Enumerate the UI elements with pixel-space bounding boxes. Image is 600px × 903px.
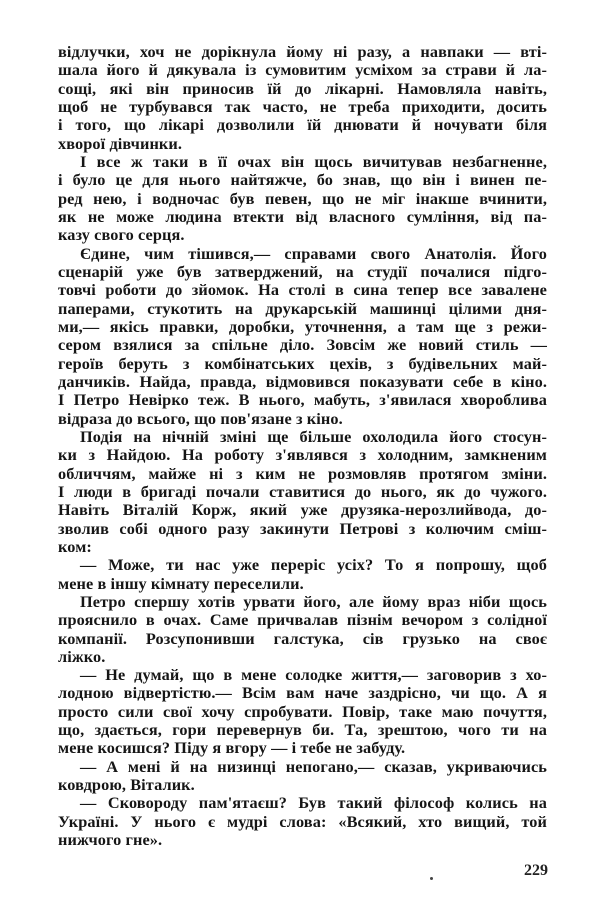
paragraph <box>58 758 547 795</box>
page-body-text <box>58 43 547 849</box>
text-line: зволив собі одного разу закинути Петрові з колючим сміш- <box>58 518 547 538</box>
text-line: сощі, які він приносив їй до лікарні. Намовляла навіть, <box>58 78 547 98</box>
text-line: прояснило в очах. Саме причвалав пізнім вечором з солідної <box>58 610 547 630</box>
scan-speck <box>430 877 433 880</box>
text-line: Єдине, чим тішився,— справами свого Анатолія. Його <box>80 243 547 263</box>
text-line: — Сковороду пам'ятаєш? Був такий філософ колись на <box>80 793 547 813</box>
text-line: і було це для нього найтяжче, бо знав, що він і винен пе- <box>58 170 547 190</box>
paragraph <box>58 43 547 153</box>
text-line: ми,— якісь правки, доробки, уточнення, а там ще з режи- <box>58 316 547 336</box>
text-line: ковдрою, Віталик. <box>58 775 195 795</box>
text-line: І все ж таки в її очах він щось вичитував незбагненне, <box>80 151 547 171</box>
text-line: як не може людина втекти від власного сумління, від па- <box>58 206 547 226</box>
text-line: ред нею, і водночас був певен, що не міг інакше вчинити, <box>58 188 547 208</box>
text-line: обличчям, майже ні з ким не розмовляв протягом зміни. <box>58 463 547 483</box>
paragraph <box>58 428 547 556</box>
text-line: паперами, стукотить на друкарській машинці цілими дня- <box>58 298 547 318</box>
text-line: данчиків. Найда, правда, відмовився показувати себе в кіно. <box>58 371 547 391</box>
text-line: — А мені й на низинці непогано,— сказав, укриваючись <box>80 756 547 776</box>
text-line: що, здається, гори перевернув би. Та, зрештою, чого ти на <box>58 720 547 740</box>
paragraph <box>58 666 547 758</box>
text-line: лодною відвертістю.— Всім вам наче заздрісно, чи що. А я <box>58 683 547 703</box>
text-line: сценарій уже був затверджений, на студії почалися підго- <box>58 261 547 281</box>
text-line: компанії. Розсупонивши галстука, сів грузько на своє <box>58 628 547 648</box>
text-line: сером взялися за спільне діло. Зовсім же новий стиль — <box>58 335 547 355</box>
text-line: казу свого серця. <box>58 225 185 245</box>
text-line: Подія на нічній зміні ще більше охолодила його стосун- <box>80 426 547 446</box>
text-line: Україні. У нього є мудрі слова: «Всякий, хто вищий, той <box>58 811 547 831</box>
text-line: відраза до всього, що пов'язане з кіно. <box>58 408 343 428</box>
text-line: просто сили свої хочу спробувати. Повір, таке маю почуття, <box>58 701 547 721</box>
paragraph <box>58 556 547 593</box>
text-line: — Може, ти нас уже переріс усіх? То я попрошу, щоб <box>80 555 547 575</box>
paragraph <box>58 593 547 666</box>
text-line: І Петро Невірко теж. В нього, мабуть, з'явилася хвороблива <box>58 390 547 410</box>
paragraph <box>58 153 547 245</box>
page-number: 229 <box>524 862 548 879</box>
paragraph <box>58 794 547 849</box>
text-line: щоб не турбувався так часто, не треба приходити, досить <box>58 96 547 116</box>
text-line: мене в іншу кімнату переселили. <box>58 573 304 593</box>
text-line: ліжко. <box>58 646 106 666</box>
text-line: — Не думай, що в мене солодке життя,— заговорив з хо- <box>80 665 547 685</box>
text-line: хворої дівчинки. <box>58 133 183 153</box>
paragraph <box>58 245 547 428</box>
text-line: І люди в бригаді почали ставитися до нього, як до чужого. <box>58 481 547 501</box>
text-line: товчі роботи до зйомок. На столі в сина тепер все завалене <box>58 280 547 300</box>
text-line: нижчого гне». <box>58 830 163 850</box>
text-line: Петро спершу хотів урвати його, але йому враз ніби щось <box>80 591 547 611</box>
text-line: ки з Найдою. На роботу з'являвся з холодним, замкненим <box>58 445 547 465</box>
text-line: шала його й дякувала із сумовитим усміхом за страви й ла- <box>58 60 547 80</box>
text-line: героїв беруть з комбінатських цехів, з будівельних май- <box>58 353 547 373</box>
text-line: ком: <box>58 536 92 556</box>
text-line: відлучки, хоч не дорікнула йому ні разу, а навпаки — вті- <box>58 42 547 61</box>
text-line: Навіть Віталій Корж, який уже друзяка-нерозлийвода, до- <box>58 500 547 520</box>
text-line: мене косишся? Піду я вгору — і тебе не забуду. <box>58 738 406 758</box>
text-line: і того, що лікарі дозволили їй днювати й ночувати біля <box>58 115 547 135</box>
